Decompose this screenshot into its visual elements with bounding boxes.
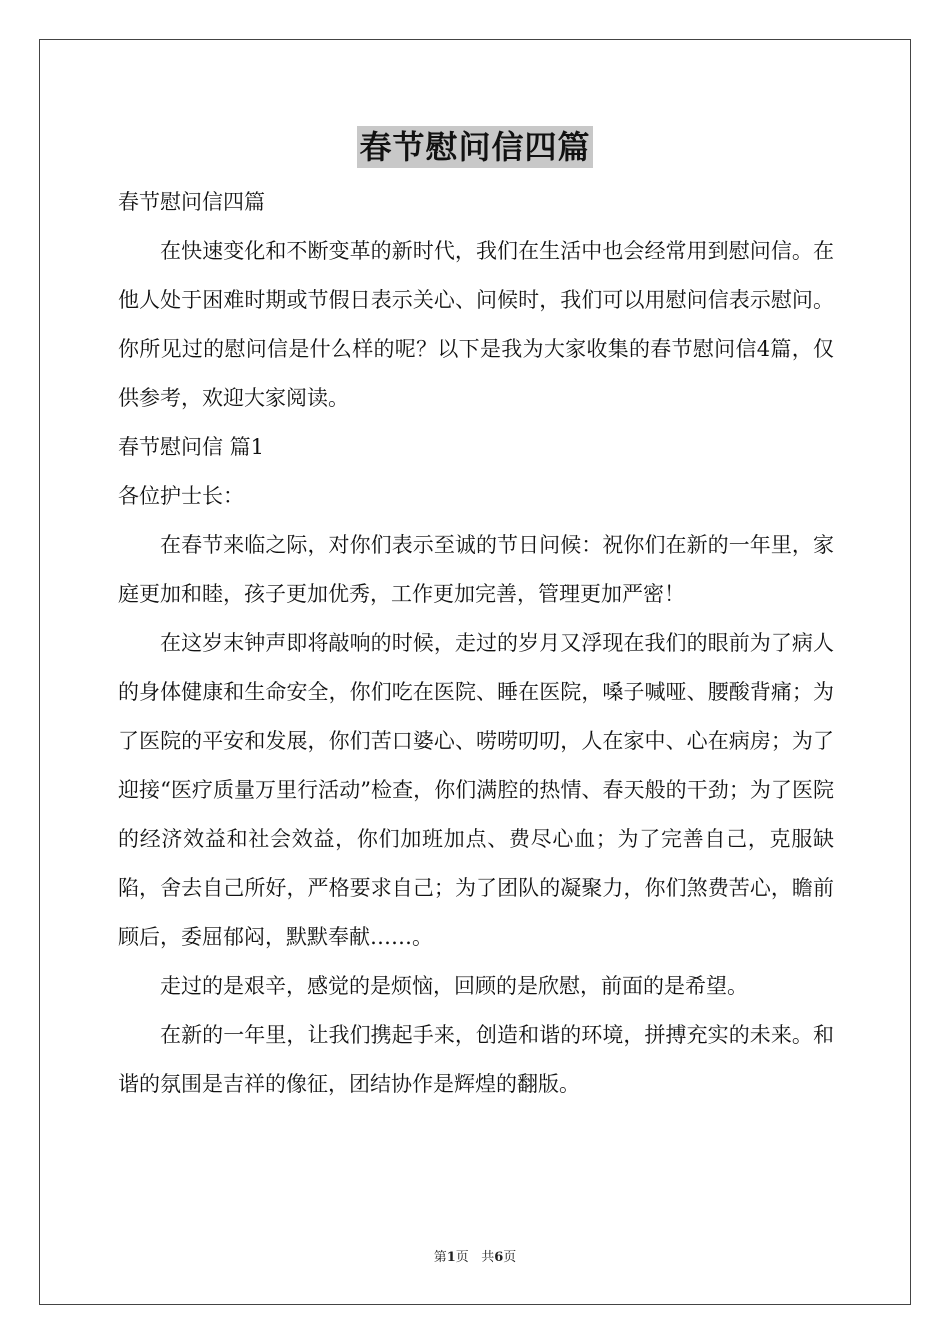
footer-page-suffix: 页 (455, 1250, 469, 1265)
paragraph-heading: 春节慰问信四篇 (118, 190, 265, 214)
paragraph: 在这岁末钟声即将敲响的时候，走过的岁月又浮现在我们的眼前为了病人的身体健康和生命安全，你们吃在医院、睡在医院，嗓子喊哑、腰酸背痛；为了医院的平安和发展，你们苦口婆心、唠唠叨叨，人在家中、心在病房；为了迎接“医疗质量万里行活动”检查，你们满腔的热情、春天般的干劲；为了医院的经济效益和社会效益，你们加班加点、费尽心血；为了完善自己，克服缺陷，舍去自己所好，严格要求自己；为了团队的凝聚力，你们煞费苦心，瞻前顾后，委屈郁闷，默默奉献……。 (118, 631, 834, 949)
section-heading: 春节慰问信 篇1 (118, 435, 265, 459)
page-footer (0, 1246, 950, 1265)
footer-prefix: 第 (433, 1250, 447, 1265)
title-wrap (0, 126, 950, 168)
document-body (118, 178, 834, 1109)
footer-total-prefix: 共 (481, 1250, 495, 1265)
paragraph: 在新的一年里，让我们携起手来，创造和谐的环境，拼搏充实的未来。和谐的氛围是吉祥的像征，团结协作是辉煌的翻版。 (118, 1023, 834, 1096)
document-title: 春节慰问信四篇 (359, 128, 591, 166)
salutation: 各位护士长： (118, 484, 244, 508)
footer-page-number: 1 (446, 1250, 456, 1265)
footer-total-pages: 6 (494, 1250, 504, 1265)
paragraph-intro: 在快速变化和不断变革的新时代，我们在生活中也会经常用到慰问信。在他人处于困难时期或节假日表示关心、问候时，我们可以用慰问信表示慰问。你所见过的慰问信是什么样的呢？以下是我为大家收集的春节慰问信4篇，仅供参考，欢迎大家阅读。 (118, 239, 834, 410)
paragraph: 在春节来临之际，对你们表示至诚的节日问候：祝你们在新的一年里，家庭更加和睦，孩子更加优秀，工作更加完善，管理更加严密！ (118, 533, 834, 606)
footer-total-suffix: 页 (503, 1250, 517, 1265)
paragraph: 走过的是艰辛，感觉的是烦恼，回顾的是欣慰，前面的是希望。 (160, 974, 748, 998)
